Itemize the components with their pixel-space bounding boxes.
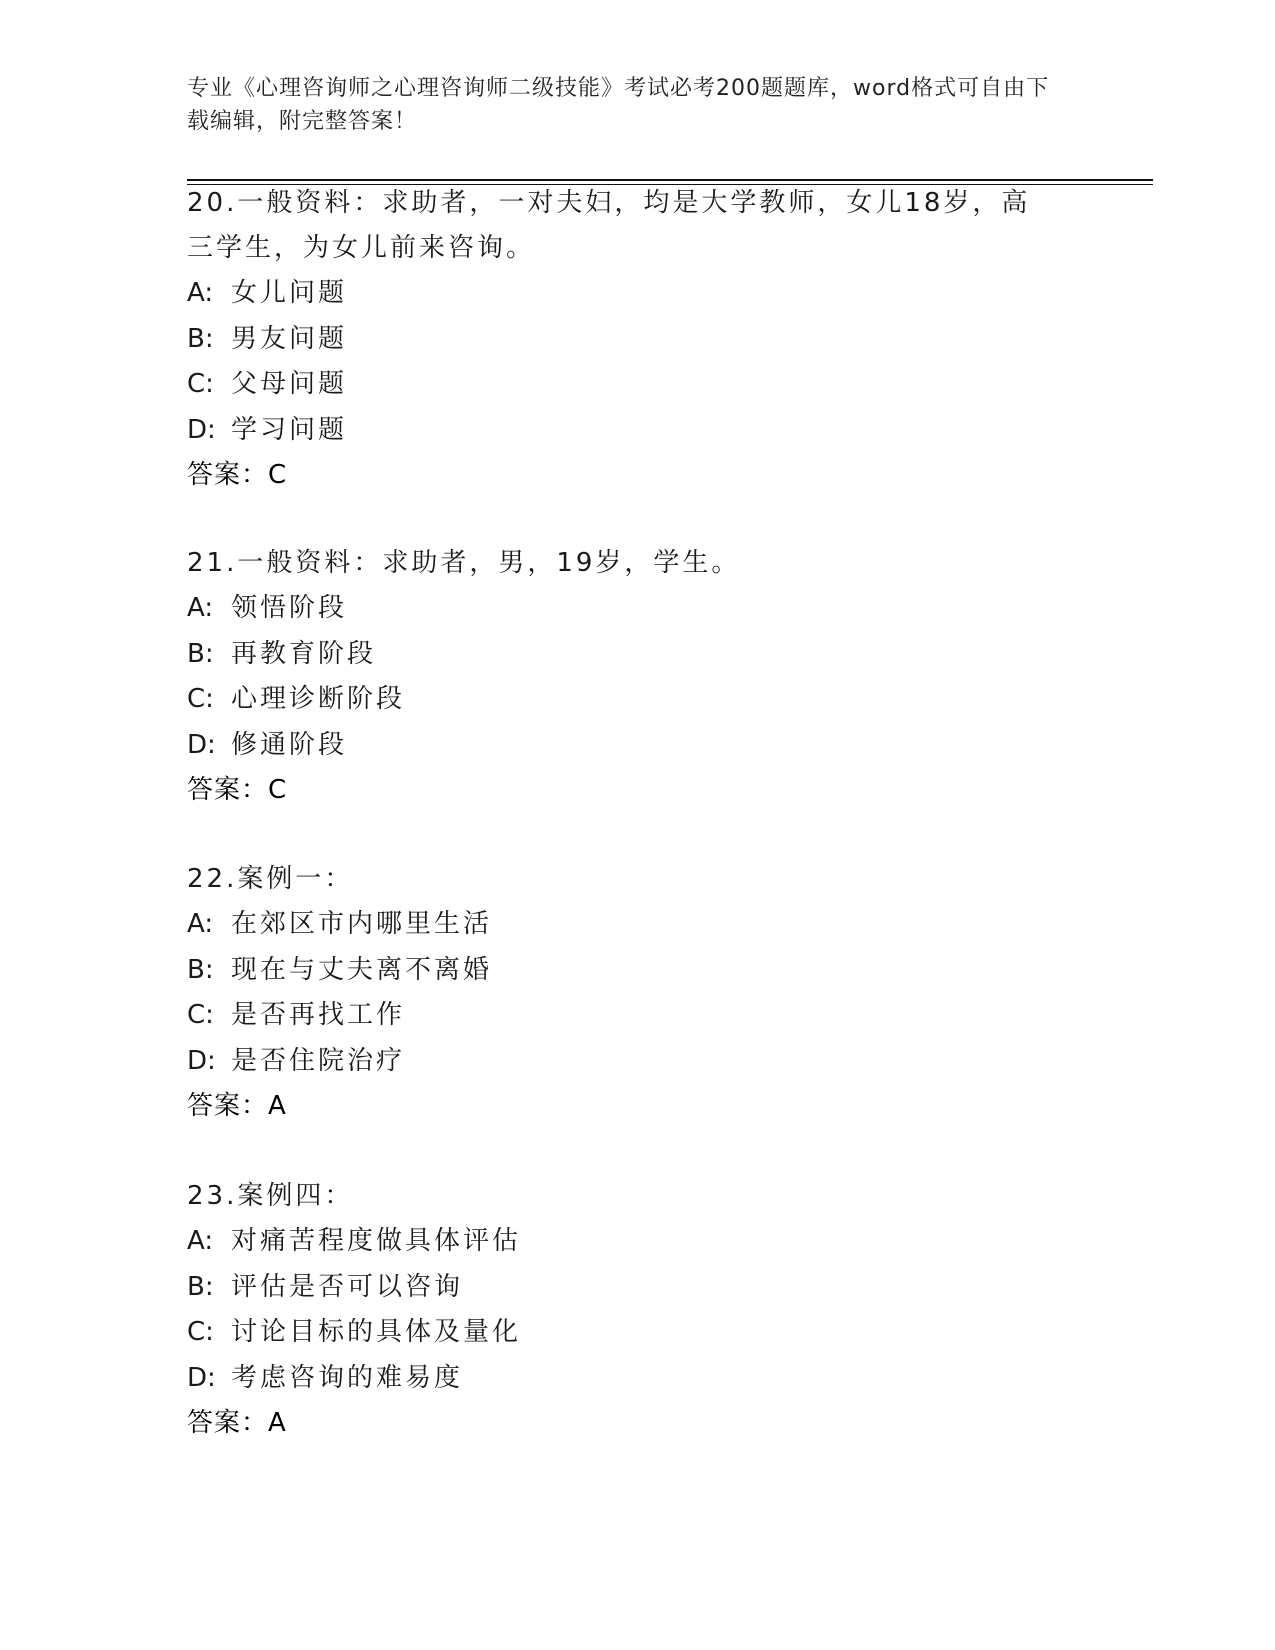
option-text: 考虑咨询的难易度 [231,1362,464,1393]
option-text: 领悟阶段 [231,593,348,623]
option-key: D: [187,1362,216,1393]
question-stem: 21.一般资料：求助者，男，19岁，学生。 [187,548,741,578]
option-text: 女儿问题 [231,278,348,308]
option-text: 修通阶段 [231,729,348,760]
question-22 [187,857,1067,1129]
option-c [187,993,1067,1039]
option-c [187,677,1067,723]
question-stem: 22.案例一： [187,864,354,894]
option-text: 评估是否可以咨询 [231,1271,464,1302]
option-a [187,586,1067,632]
option-text: 男友问题 [231,323,348,354]
question-stem: 20.一般资料：求助者，一对夫妇，均是大学教师，女儿18岁，高三学生，为女儿前来咨询。 [187,188,1031,263]
option-d [187,1356,1067,1402]
option-text: 是否再找工作 [231,1000,406,1030]
question-stem: 23.案例四： [187,1181,354,1211]
document-intro: 专业《心理咨询师之心理咨询师二级技能》考试必考200题题库，word格式可自由下载编辑，附完整答案！ [187,76,1050,134]
option-a [187,1219,1067,1265]
option-d [187,408,1067,454]
answer-label: 答案：C [187,460,288,490]
option-key: C: [187,684,214,714]
question-21 [187,541,1067,813]
option-key: A: [187,278,214,308]
option-key: D: [187,414,216,445]
option-d [187,723,1067,769]
option-text: 讨论目标的具体及量化 [231,1317,522,1347]
option-key: C: [187,1000,214,1030]
option-b [187,948,1067,994]
option-text: 现在与丈夫离不离婚 [231,954,493,985]
option-c [187,362,1067,408]
answer-label: 答案：C [187,775,288,805]
option-a [187,902,1067,948]
option-c [187,1310,1067,1356]
option-key: D: [187,729,216,760]
option-key: C: [187,369,214,399]
question-23 [187,1174,1067,1446]
option-key: A: [187,1226,214,1256]
answer-label: 答案：A [187,1091,287,1121]
option-b [187,317,1067,363]
option-key: C: [187,1317,214,1347]
option-text: 再教育阶段 [231,638,377,669]
option-key: A: [187,909,214,939]
option-d [187,1039,1067,1085]
answer-label: 答案：A [187,1408,287,1438]
option-key: B: [187,1271,214,1302]
option-key: A: [187,593,214,623]
option-text: 是否住院治疗 [231,1045,406,1076]
option-text: 对痛苦程度做具体评估 [231,1226,522,1256]
option-text: 心理诊断阶段 [231,684,406,714]
option-b [187,632,1067,678]
question-20 [187,181,1067,498]
option-key: B: [187,323,214,354]
option-b [187,1265,1067,1311]
option-text: 父母问题 [231,369,348,399]
option-key: D: [187,1045,216,1076]
option-key: B: [187,638,214,669]
option-a [187,271,1067,317]
option-key: B: [187,954,214,985]
option-text: 学习问题 [231,414,348,445]
option-text: 在郊区市内哪里生活 [231,909,493,939]
